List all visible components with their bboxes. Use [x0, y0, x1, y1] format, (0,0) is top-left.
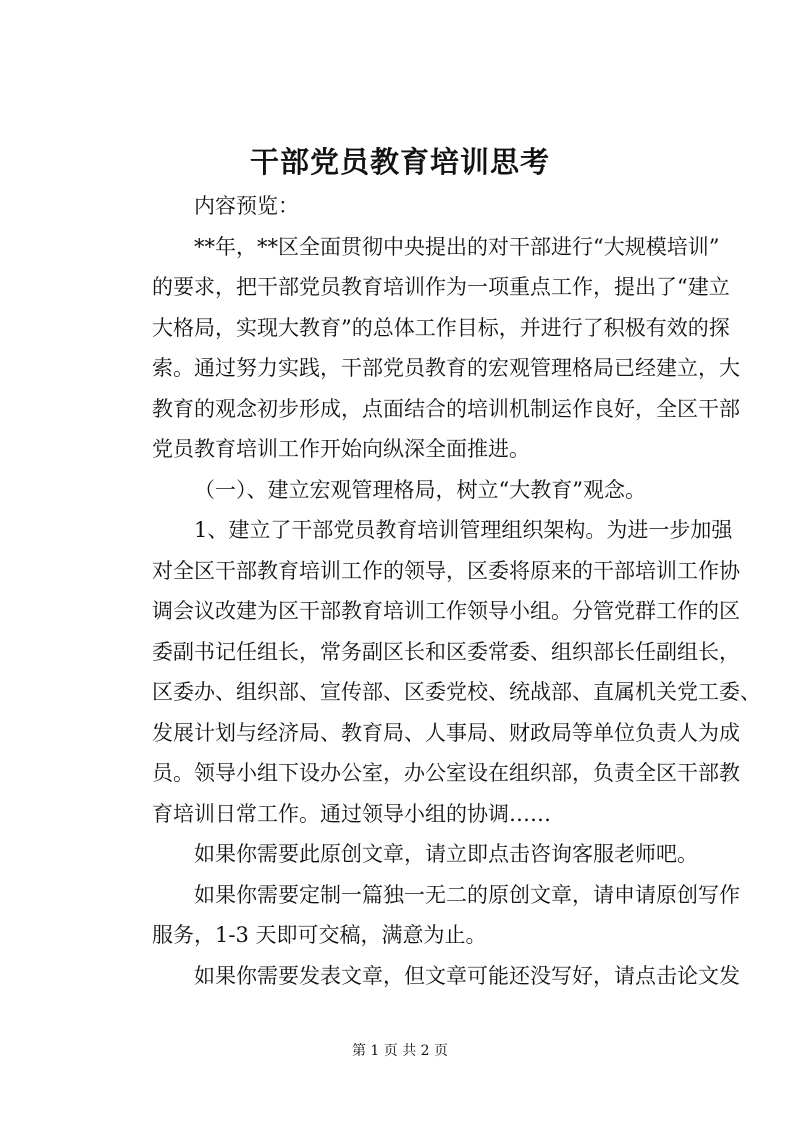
section-heading [110, 470, 710, 511]
text-line: 委副书记任组长，常务副区长和区委常委、组织部长任副组长， [152, 639, 740, 664]
document-body [110, 186, 761, 996]
text-line: 对全区干部教育培训工作的领导，区委将原来的干部培训工作协 [152, 558, 740, 583]
text-line: 党员教育培训工作开始向纵深全面推进。 [152, 437, 530, 461]
document-title: 干部党员教育培训思考 [249, 145, 550, 179]
text-line: 员。领导小组下设办公室，办公室设在组织部，负责全区干部教 [152, 761, 740, 785]
paragraph-consult [110, 834, 710, 875]
text-line: **年，**区全面贯彻中央提出的对干部进行“大规模培训” [194, 234, 720, 259]
text-line: 育培训日常工作。通过领导小组的协调…… [152, 801, 551, 826]
text-line: 如果你需要发表文章，但文章可能还没写好，请点击论文发 [194, 963, 740, 988]
paragraph-publish [110, 956, 740, 997]
text-line: 区委办、组织部、宣传部、区委党校、统战部、直属机关党工委、 [152, 680, 761, 704]
text-line: 1、建立了干部党员教育培训管理组织架构。为进一步加强 [194, 518, 733, 542]
text-line: 调会议改建为区干部教育培训工作领导小组。分管党群工作的区 [152, 599, 740, 623]
text-line: 如果你需要定制一篇独一无二的原创文章，请申请原创写作 [194, 882, 740, 907]
text-line: 如果你需要此原创文章，请立即点击咨询客服老师吧。 [194, 842, 698, 866]
paragraph-organization [110, 510, 761, 834]
text-line: 教育的观念初步形成，点面结合的培训机制运作良好，全区干部 [152, 396, 740, 421]
page-footer: 第 1 页 共 2 页 [351, 1043, 449, 1059]
text-line: 索。通过努力实践，干部党员教育的宏观管理格局已经建立，大 [152, 356, 740, 380]
text-line: 大格局，实现大教育”的总体工作目标，并进行了积极有效的探 [152, 315, 730, 340]
text-line: （一）、建立宏观管理格局，树立“大教育”观念。 [194, 477, 646, 502]
text-line: 内容预览： [194, 194, 299, 218]
paragraph-custom-service [110, 875, 740, 956]
text-line: 服务，1-3 天即可交稿，满意为止。 [152, 923, 487, 947]
text-line: 的要求，把干部党员教育培训作为一项重点工作，提出了“建立 [152, 275, 730, 299]
paragraph-intro [110, 227, 740, 470]
text-line: 发展计划与经济局、教育局、人事局、财政局等单位负责人为成 [152, 720, 740, 745]
paragraph-preview-label [110, 186, 710, 227]
